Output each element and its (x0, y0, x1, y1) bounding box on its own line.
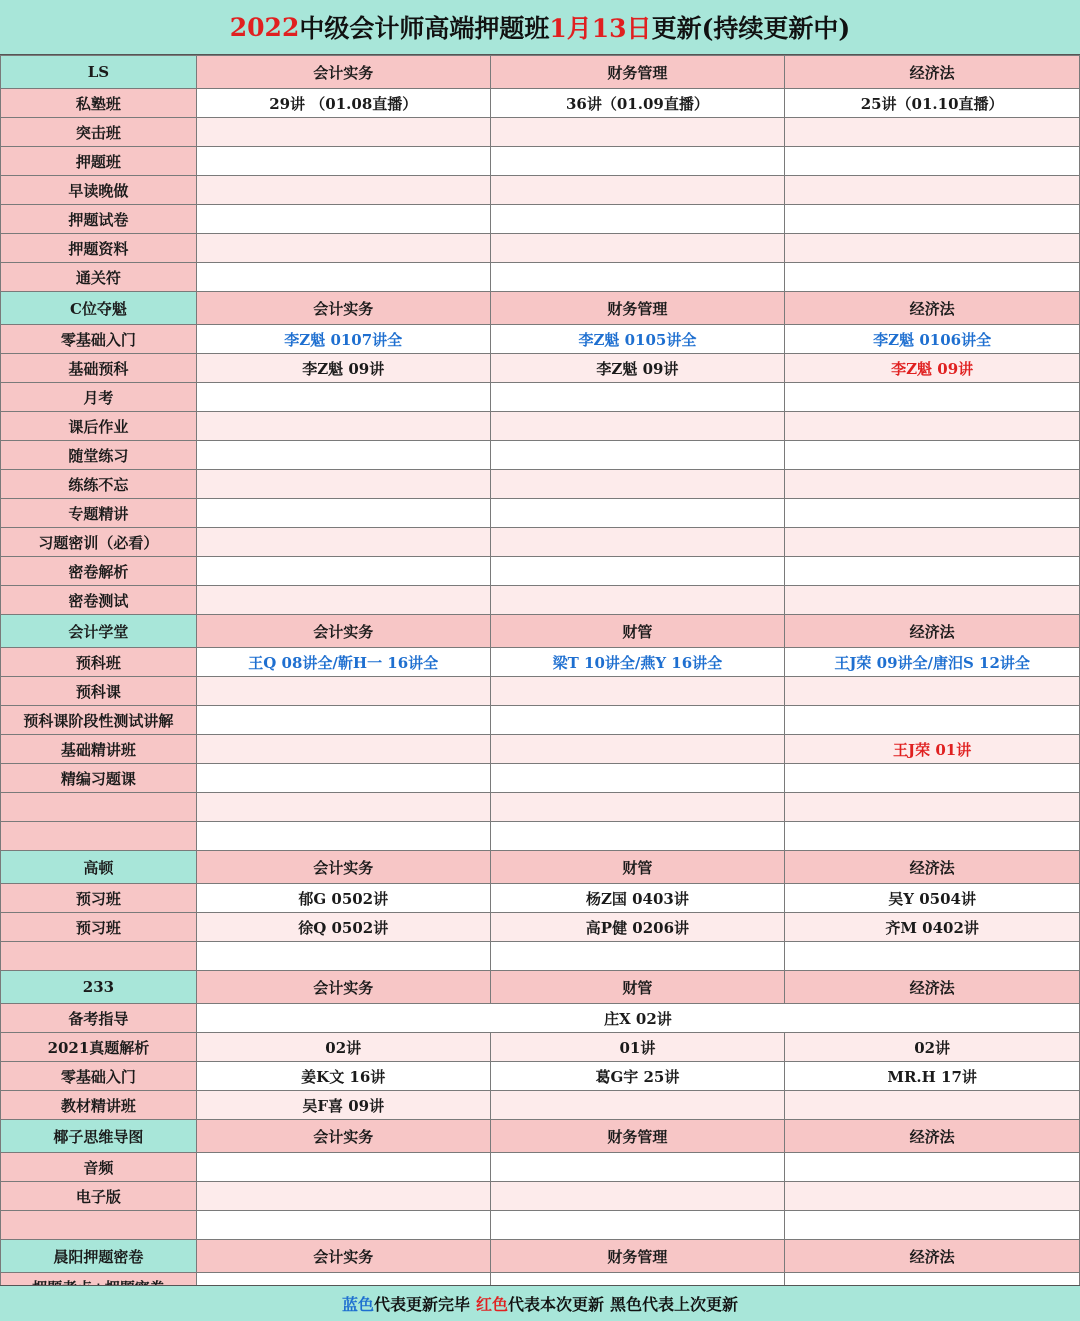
title-date: 1月13日 (549, 14, 652, 43)
column-header: 会计实务 (196, 851, 490, 884)
table-row (1, 913, 1080, 942)
row-label: 课后作业 (1, 412, 197, 441)
table-cell (490, 234, 785, 263)
table-cell (196, 586, 490, 615)
legend-red-word: 红色 (475, 1295, 508, 1314)
table-cell (196, 441, 490, 470)
table-cell (196, 557, 490, 586)
table-cell: 姜K文 16讲 (196, 1062, 490, 1091)
column-header: 经济法 (785, 1120, 1080, 1153)
table-cell (196, 942, 490, 971)
table-cell (490, 586, 785, 615)
column-header: 财管 (490, 851, 785, 884)
table-cell (196, 1211, 490, 1240)
table-cell (785, 263, 1080, 292)
table-cell: 吴Y 0504讲 (785, 884, 1080, 913)
table-cell (785, 470, 1080, 499)
table-row (1, 89, 1080, 118)
table-cell (785, 441, 1080, 470)
table-row (1, 325, 1080, 354)
table-row (1, 706, 1080, 735)
table-row (1, 205, 1080, 234)
table-cell (785, 118, 1080, 147)
table-cell (785, 677, 1080, 706)
section-name: C位夺魁 (1, 292, 197, 325)
table-cell: 葛G宇 25讲 (490, 1062, 785, 1091)
column-header: 会计实务 (196, 1240, 490, 1273)
table-cell (490, 1091, 785, 1120)
row-label: 零基础入门 (1, 1062, 197, 1091)
table-cell: 李Z魁 09讲 (196, 354, 490, 383)
table-cell (196, 528, 490, 557)
title-main: 中级会计师高端押题班 (299, 14, 550, 43)
table-cell (196, 118, 490, 147)
table-row (1, 1091, 1080, 1120)
table-row (1, 1062, 1080, 1091)
table-cell (490, 822, 785, 851)
table-row (1, 147, 1080, 176)
table-cell (785, 706, 1080, 735)
table-cell (785, 205, 1080, 234)
row-label: 押题班 (1, 147, 197, 176)
table-cell (490, 557, 785, 586)
legend-black-text: 黑色代表上次更新 (610, 1295, 739, 1314)
table-row (1, 499, 1080, 528)
column-header: 经济法 (785, 971, 1080, 1004)
column-header: 经济法 (785, 1240, 1080, 1273)
table-cell (196, 263, 490, 292)
section-header-row (1, 292, 1080, 325)
table-row (1, 1153, 1080, 1182)
table-cell (196, 383, 490, 412)
table-row (1, 412, 1080, 441)
section-name: 会计学堂 (1, 615, 197, 648)
table-row (1, 735, 1080, 764)
table-cell (490, 764, 785, 793)
column-header: 会计实务 (196, 292, 490, 325)
row-label: 预科班 (1, 648, 197, 677)
table-row (1, 470, 1080, 499)
table-cell (196, 764, 490, 793)
row-label: 预科课阶段性测试讲解 (1, 706, 197, 735)
row-label: 突击班 (1, 118, 197, 147)
section-name: 高顿 (1, 851, 197, 884)
table-cell (490, 470, 785, 499)
row-label: 预科课 (1, 677, 197, 706)
section-header-row (1, 1240, 1080, 1273)
table-cell (490, 205, 785, 234)
table-cell: 杨Z国 0403讲 (490, 884, 785, 913)
column-header: 会计实务 (196, 971, 490, 1004)
row-label: 押题资料 (1, 234, 197, 263)
column-header: 经济法 (785, 292, 1080, 325)
table-cell (785, 1153, 1080, 1182)
table-row (1, 884, 1080, 913)
table-cell (196, 822, 490, 851)
table-cell (490, 735, 785, 764)
row-label: 早读晚做 (1, 176, 197, 205)
section-name: LS (1, 56, 197, 89)
table-cell (785, 383, 1080, 412)
row-label (1, 1211, 197, 1240)
table-row (1, 354, 1080, 383)
table-cell (785, 499, 1080, 528)
section-header-row (1, 615, 1080, 648)
table-cell (785, 822, 1080, 851)
row-label: 基础预科 (1, 354, 197, 383)
table-cell (196, 234, 490, 263)
table-row (1, 528, 1080, 557)
column-header: 会计实务 (196, 615, 490, 648)
merged-cell: 庄X 02讲 (196, 1004, 1079, 1033)
table-cell (490, 441, 785, 470)
table-row (1, 176, 1080, 205)
column-header: 财管 (490, 971, 785, 1004)
table-cell (785, 557, 1080, 586)
row-label: 密卷解析 (1, 557, 197, 586)
table-cell (785, 942, 1080, 971)
table-cell: 郁G 0502讲 (196, 884, 490, 913)
row-label: 押题试卷 (1, 205, 197, 234)
table-cell (490, 176, 785, 205)
section-name: 233 (1, 971, 197, 1004)
column-header: 经济法 (785, 851, 1080, 884)
section-header-row (1, 1120, 1080, 1153)
table-cell (490, 706, 785, 735)
table-cell (490, 412, 785, 441)
row-label: 2021真题解析 (1, 1033, 197, 1062)
legend-blue-text: 代表更新完毕 (373, 1295, 470, 1314)
table-row (1, 383, 1080, 412)
table-row (1, 441, 1080, 470)
column-header: 会计实务 (196, 56, 490, 89)
section-header-row (1, 56, 1080, 89)
table-cell: 王J荣 09讲全/唐汨S 12讲全 (785, 648, 1080, 677)
row-label: 练练不忘 (1, 470, 197, 499)
table-cell (490, 677, 785, 706)
table-row (1, 234, 1080, 263)
table-cell (490, 263, 785, 292)
column-header: 经济法 (785, 56, 1080, 89)
table-cell (785, 528, 1080, 557)
section-header-row (1, 971, 1080, 1004)
table-cell (196, 412, 490, 441)
row-label (1, 793, 197, 822)
table-cell (785, 1091, 1080, 1120)
table-cell: 吴F喜 09讲 (196, 1091, 490, 1120)
table-cell: 25讲（01.10直播） (785, 89, 1080, 118)
column-header: 财务管理 (490, 56, 785, 89)
table-cell (490, 793, 785, 822)
row-label: 私塾班 (1, 89, 197, 118)
table-cell (196, 499, 490, 528)
table-row (1, 1211, 1080, 1240)
table-cell: 高P健 0206讲 (490, 913, 785, 942)
row-label: 习题密训（必看） (1, 528, 197, 557)
row-label: 零基础入门 (1, 325, 197, 354)
title-year: 2022 (229, 12, 300, 42)
row-label: 月考 (1, 383, 197, 412)
table-row (1, 118, 1080, 147)
column-header: 财务管理 (490, 292, 785, 325)
table-cell: 王J荣 01讲 (785, 735, 1080, 764)
row-label: 专题精讲 (1, 499, 197, 528)
course-table (0, 55, 1080, 1302)
row-label (1, 942, 197, 971)
table-row (1, 1033, 1080, 1062)
table-cell (196, 677, 490, 706)
table-cell (490, 528, 785, 557)
table-row (1, 764, 1080, 793)
table-cell (785, 176, 1080, 205)
table-row (1, 648, 1080, 677)
table-cell (196, 793, 490, 822)
color-legend (0, 1285, 1080, 1321)
section-header-row (1, 851, 1080, 884)
table-cell (196, 205, 490, 234)
column-header: 经济法 (785, 615, 1080, 648)
table-cell (785, 1182, 1080, 1211)
row-label: 预习班 (1, 913, 197, 942)
table-cell: MR.H 17讲 (785, 1062, 1080, 1091)
table-cell (196, 706, 490, 735)
table-cell: 齐M 0402讲 (785, 913, 1080, 942)
table-cell: 02讲 (785, 1033, 1080, 1062)
table-cell (196, 470, 490, 499)
table-row (1, 793, 1080, 822)
table-cell: 01讲 (490, 1033, 785, 1062)
table-cell (785, 793, 1080, 822)
table-cell: 李Z魁 0107讲全 (196, 325, 490, 354)
row-label: 基础精讲班 (1, 735, 197, 764)
table-row (1, 1004, 1080, 1033)
table-row (1, 677, 1080, 706)
table-row (1, 1182, 1080, 1211)
table-row (1, 557, 1080, 586)
table-row (1, 942, 1080, 971)
table-cell: 梁T 10讲全/燕Y 16讲全 (490, 648, 785, 677)
table-cell: 徐Q 0502讲 (196, 913, 490, 942)
table-cell (490, 942, 785, 971)
row-label: 随堂练习 (1, 441, 197, 470)
page-title (0, 0, 1080, 55)
table-cell: 李Z魁 0106讲全 (785, 325, 1080, 354)
table-cell (196, 147, 490, 176)
table-cell (785, 412, 1080, 441)
row-label: 音频 (1, 1153, 197, 1182)
column-header: 财务管理 (490, 1120, 785, 1153)
row-label: 教材精讲班 (1, 1091, 197, 1120)
row-label: 备考指导 (1, 1004, 197, 1033)
table-cell: 李Z魁 09讲 (785, 354, 1080, 383)
table-cell (490, 499, 785, 528)
table-cell: 36讲（01.09直播） (490, 89, 785, 118)
row-label: 精编习题课 (1, 764, 197, 793)
row-label: 密卷测试 (1, 586, 197, 615)
row-label: 电子版 (1, 1182, 197, 1211)
table-row (1, 586, 1080, 615)
table-cell (490, 383, 785, 412)
table-cell: 李Z魁 09讲 (490, 354, 785, 383)
table-row (1, 822, 1080, 851)
table-cell (196, 735, 490, 764)
column-header: 财务管理 (490, 1240, 785, 1273)
table-cell (785, 1211, 1080, 1240)
table-cell: 李Z魁 0105讲全 (490, 325, 785, 354)
table-cell (490, 1182, 785, 1211)
row-label: 预习班 (1, 884, 197, 913)
table-cell (785, 234, 1080, 263)
table-cell: 29讲 （01.08直播） (196, 89, 490, 118)
table-cell: 王Q 08讲全/靳H一 16讲全 (196, 648, 490, 677)
title-suffix: 更新(持续更新中) (651, 14, 851, 43)
table-cell (196, 1182, 490, 1211)
legend-blue-word: 蓝色 (341, 1295, 374, 1314)
table-cell (490, 118, 785, 147)
table-cell (785, 147, 1080, 176)
row-label: 通关符 (1, 263, 197, 292)
column-header: 会计实务 (196, 1120, 490, 1153)
table-cell: 02讲 (196, 1033, 490, 1062)
table-row (1, 263, 1080, 292)
table-cell (785, 764, 1080, 793)
legend-red-text: 代表本次更新 (508, 1295, 605, 1314)
section-name: 椰子思维导图 (1, 1120, 197, 1153)
table-cell (490, 147, 785, 176)
section-name: 晨阳押题密卷 (1, 1240, 197, 1273)
table-cell (490, 1211, 785, 1240)
table-cell (490, 1153, 785, 1182)
table-cell (196, 176, 490, 205)
table-cell (196, 1153, 490, 1182)
column-header: 财管 (490, 615, 785, 648)
row-label (1, 822, 197, 851)
table-cell (785, 586, 1080, 615)
